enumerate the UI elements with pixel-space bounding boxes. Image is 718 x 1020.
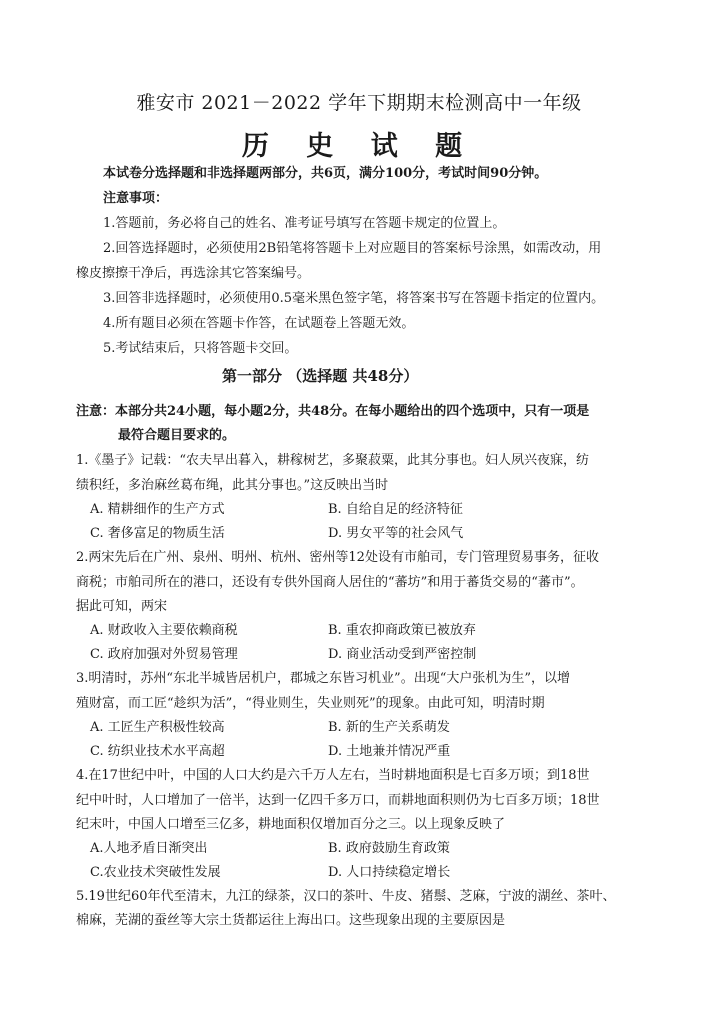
question-2-stem: 据此可知，两宋 xyxy=(76,599,168,614)
question-4-option-a: A.人地矛盾日渐突出 xyxy=(90,841,208,856)
note-line: 5.考试结束后，只将答题卡交回。 xyxy=(103,341,298,356)
question-4-stem: 4.在17世纪中叶，中国的人口大约是六千万人左右，当时耕地面积是七百多万顷；到18世 xyxy=(76,768,590,783)
exam-header-title: 雅安市 2021－2022 学年下期期末检测高中一年级 xyxy=(136,92,582,114)
subject-title: 历 史 试 题 xyxy=(241,131,477,162)
question-2-stem: 商税；市舶司所在的港口，还设有专供外国商人居住的“蕃坊”和用于蕃货交易的“蕃市”。 xyxy=(76,575,584,590)
note-line: 4.所有题目必须在答题卡作答，在试题卷上答题无效。 xyxy=(103,316,415,331)
question-1-option-b: B. 自给自足的经济特征 xyxy=(328,502,463,517)
note-line: 1.答题前，务必将自己的姓名、准考证号填写在答题卡规定的位置上。 xyxy=(103,216,506,231)
question-5-stem: 棉麻，芜湖的蚕丝等大宗土货都运往上海出口。这些现象出现的主要原因是 xyxy=(76,913,506,928)
question-4-stem: 纪末叶，中国人口增至三亿多，耕地面积仅增加百分之三。以上现象反映了 xyxy=(76,817,506,832)
question-1-option-a: A. 精耕细作的生产方式 xyxy=(90,502,225,517)
question-2-option-b: B. 重农抑商政策已被放弃 xyxy=(328,623,476,638)
exam-summary: 本试卷分选择题和非选择题两部分，共6页，满分100分，考试时间90分钟。 xyxy=(103,166,548,181)
question-1-stem: 1.《墨子》记载：“农夫早出暮入，耕稼树艺，多聚菽粟，此其分事也。妇人夙兴夜寐，纺 xyxy=(76,453,590,468)
notes-heading: 注意事项： xyxy=(103,191,169,206)
question-4-option-d: D. 人口持续稳定增长 xyxy=(328,865,451,880)
question-2-option-c: C. 政府加强对外贸易管理 xyxy=(90,647,238,662)
part1-title: 第一部分 （选择题 共48分） xyxy=(222,367,419,385)
question-2-option-a: A. 财政收入主要依赖商税 xyxy=(90,623,238,638)
question-2-option-d: D. 商业活动受到严密控制 xyxy=(328,647,477,662)
question-5-stem: 5.19世纪60年代至清末，九江的绿茶，汉口的茶叶、牛皮、猪鬃、芝麻，宁波的湖丝、茶叶、 xyxy=(76,889,616,904)
question-1-stem: 绩积纴，多治麻丝葛布绳，此其分事也。”这反映出当时 xyxy=(76,478,389,493)
part1-note: 注意：本部分共24小题，每小题2分，共48分。在每小题给出的四个选项中，只有一项是 xyxy=(76,404,590,419)
question-3-stem: 3.明清时，苏州“东北半城皆居机户，郡城之东皆习机业”。出现“大户张机为生”，以增 xyxy=(76,671,570,686)
question-3-option-c: C. 纺织业技术水平高超 xyxy=(90,744,225,759)
question-1-option-d: D. 男女平等的社会风气 xyxy=(328,526,464,541)
question-3-stem: 殖财富，而工匠“趁织为活”，“得业则生，失业则死”的现象。由此可知，明清时期 xyxy=(76,696,545,711)
part1-note: 最符合题目要求的。 xyxy=(118,428,236,443)
question-1-option-c: C. 奢侈富足的物质生活 xyxy=(90,526,225,541)
question-4-stem: 纪中叶时，人口增加了一倍半，达到一亿四千多万口，而耕地面积则仍为七百多万顷；18世 xyxy=(76,793,600,808)
note-line: 3.回答非选择题时，必须使用0.5毫米黑色签字笔，将答案书写在答题卡指定的位置内。 xyxy=(103,291,605,306)
note-line: 橡皮擦擦干净后，再选涂其它答案编号。 xyxy=(76,266,311,281)
question-2-stem: 2.两宋先后在广州、泉州、明州、杭州、密州等12处设有市舶司，专门管理贸易事务，征收 xyxy=(76,550,599,565)
note-line: 2.回答选择题时，必须使用2B铅笔将答题卡上对应题目的答案标号涂黑，如需改动，用 xyxy=(103,241,602,256)
question-4-option-c: C.农业技术突破性发展 xyxy=(90,865,221,880)
question-3-option-d: D. 土地兼并情况严重 xyxy=(328,744,451,759)
question-3-option-b: B. 新的生产关系萌发 xyxy=(328,720,450,735)
question-4-option-b: B. 政府鼓励生育政策 xyxy=(328,841,450,856)
question-3-option-a: A. 工匠生产积极性较高 xyxy=(90,720,225,735)
